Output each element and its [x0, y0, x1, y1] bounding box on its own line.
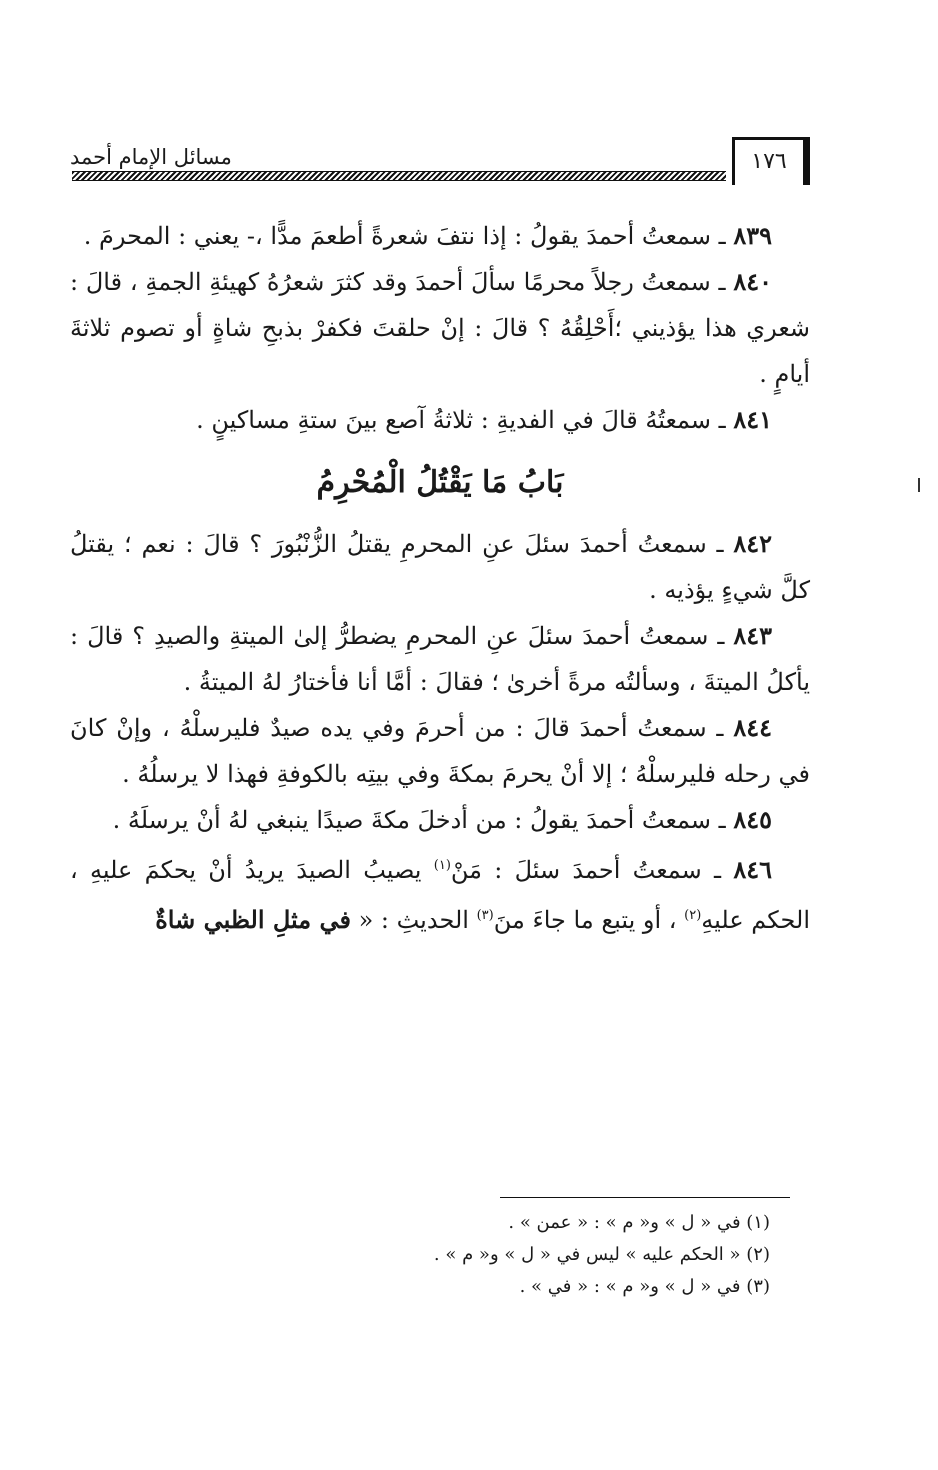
footnote-ref: (٣)	[476, 908, 494, 923]
entry-number: ٨٤٤	[733, 713, 772, 742]
entry-text: ـ سمعتُ رجلاً محرمًا سألَ أحمدَ وقد كثرَ شعرُهُ كهيئةِ الجمةِ ، قالَ : شعري هذا يؤذيني ؛أَحْلِقُهُ ؟ قالَ : إنْ حلقتَ فكفرْ بذبحِ شاةٍ أو تصوم ثلاثةَ أيامٍ .	[70, 268, 811, 388]
footnote-2: (٢) « الحكم عليه » ليس في « ل » و« م » .	[433, 1244, 770, 1265]
body-text	[70, 213, 810, 943]
footnote-ref: (٢)	[684, 908, 702, 923]
entry-845	[70, 797, 810, 843]
entry-text: ـ سمعتُ أحمدَ قالَ : من أحرمَ وفي يده صيدٌ فليرسلْهُ ، وإنْ كانَ في رحله فليرسلْهُ ؛ إلا أنْ يحرمَ بمكةَ وفي بيتِه بالكوفةِ فهذا لا يرسلُهُ .	[70, 714, 810, 788]
entry-844	[70, 705, 810, 797]
entry-number: ٨٤٥	[733, 805, 772, 834]
entry-text: ـ سمعتُ أحمدَ سئلَ عنِ المحرمِ يضطرُّ إلىٰ الميتةِ والصيدِ ؟ قالَ : يأكلُ الميتةَ ، وسألتُه مرةً أخرىٰ ؛ فقالَ : أمَّا أنا فأختارُ لهُ الميتةُ .	[70, 622, 810, 696]
running-title: مسائل الإمام أحمد	[70, 145, 232, 169]
footnote-ref: (١)	[433, 858, 451, 873]
entry-text: ، أو يتبع ما جاءَ منَ	[493, 906, 685, 934]
entry-842	[70, 521, 810, 613]
entry-843	[70, 613, 810, 705]
hadith-quote: في مثلِ الظبي شاةٌ	[155, 905, 351, 934]
entry-839	[70, 213, 810, 259]
page	[70, 125, 810, 1355]
margin-mark	[918, 478, 920, 492]
footnote-3: (٣) في « ل » و« م » : « في » .	[519, 1276, 770, 1297]
entry-number: ٨٤٦	[733, 855, 772, 884]
entry-846	[70, 843, 810, 943]
entry-text: ـ سمعتُ أحمدَ يقولُ : من أدخلَ مكةَ صيدًا ينبغي لهُ أنْ يرسلَهُ .	[112, 806, 734, 834]
footnotes	[70, 1207, 770, 1303]
footnote-rule	[500, 1197, 790, 1198]
entry-text: ـ سمعتُ أحمدَ سئلَ عنِ المحرمِ يقتلُ الزُّنْبُورَ ؟ قالَ : نعم ؛ يقتلُ كلَّ شيءٍ يؤذيه .	[70, 530, 810, 604]
entry-text: الحديثِ : «	[350, 906, 477, 934]
entry-text: يصيبُ الصيدَ يريدُ أنْ يحكمَ عليهِ ، الحكم عليهِ	[70, 856, 810, 934]
entry-text: ـ سمعتُهُ قالَ في الفديةِ : ثلاثةُ آصع بينَ ستةِ مساكينٍ .	[196, 406, 734, 434]
page-number: ١٧٦	[732, 137, 810, 185]
entry-number: ٨٤٠	[733, 267, 772, 296]
footnote-1: (١) في « ل » و« م » : « عمن » .	[508, 1212, 770, 1233]
section-heading: بَابُ مَا يَقْتُلُ الْمُحْرِمُ	[316, 465, 564, 500]
entry-text: ـ سمعتُ أحمدَ يقولُ : إذا نتفَ شعرةً أطعمَ مدًّا ،- يعني : المحرمَ .	[83, 222, 734, 250]
entry-number: ٨٤٣	[733, 621, 772, 650]
entry-number: ٨٣٩	[733, 221, 772, 250]
entry-number: ٨٤٢	[733, 529, 772, 558]
entry-text: ـ سمعتُ أحمدَ سئلَ : مَنْ	[450, 856, 734, 884]
header-rule	[72, 171, 726, 181]
entry-841	[70, 397, 810, 443]
entry-840	[70, 259, 810, 397]
entry-number: ٨٤١	[733, 405, 772, 434]
